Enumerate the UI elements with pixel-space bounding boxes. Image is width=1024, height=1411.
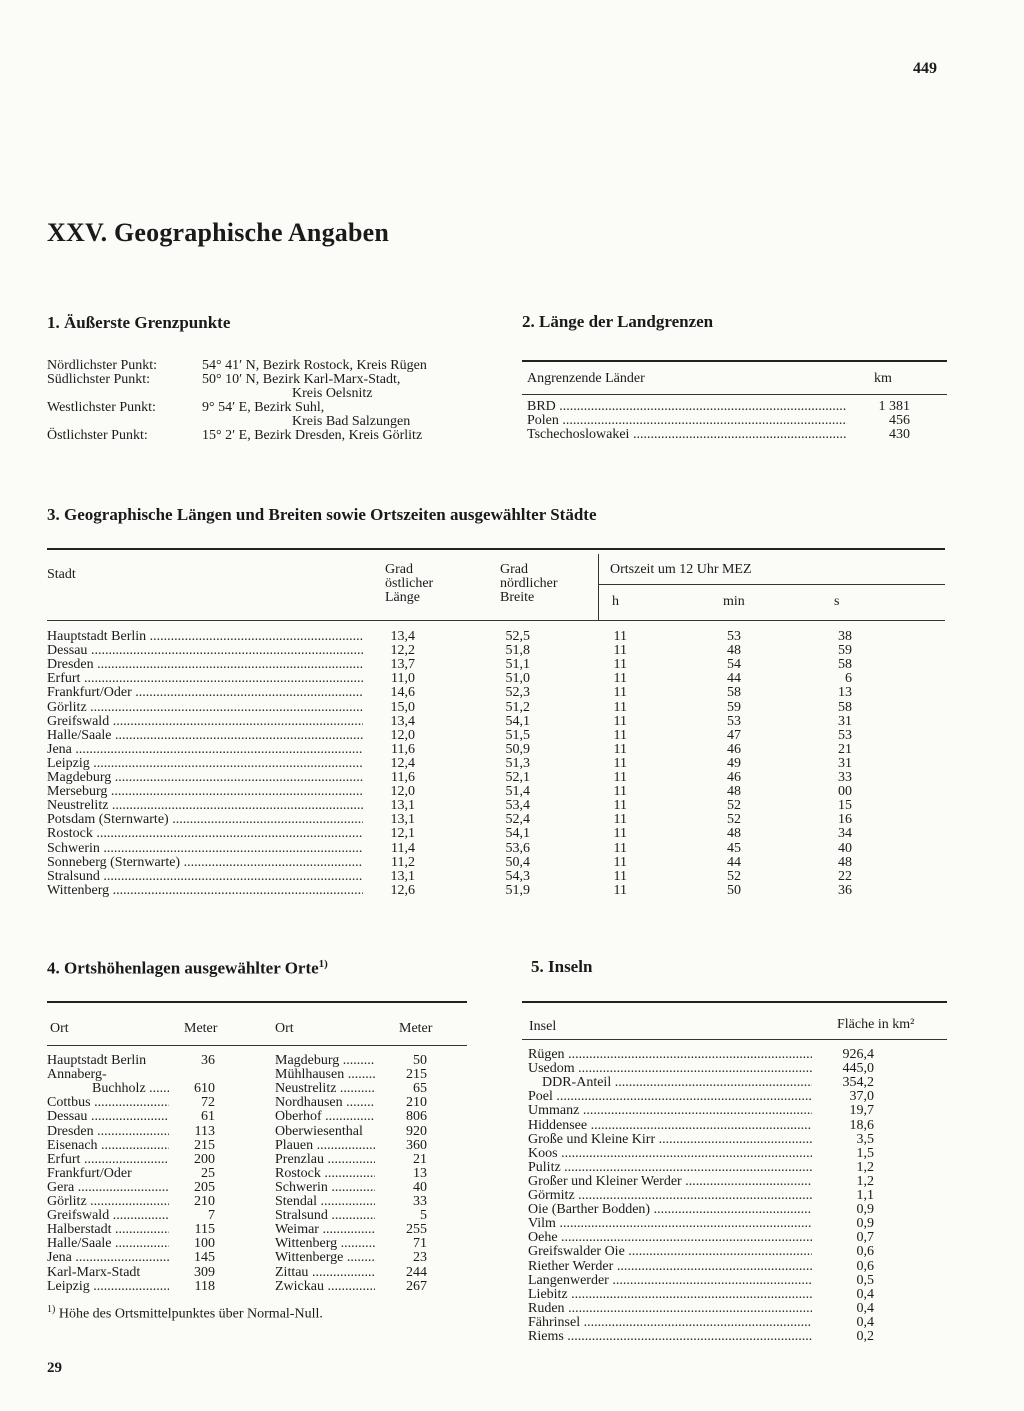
city-minute: 48: [727, 826, 741, 842]
city-latitude: 51,5: [505, 727, 530, 743]
country-km: 456: [889, 413, 910, 428]
city-second: 58: [838, 657, 852, 673]
city-longitude: 11,6: [391, 770, 415, 785]
city-name: Magdeburg .....: [47, 771, 363, 785]
city-hour: 11: [613, 812, 627, 828]
header-flaeche: Fläche in km²: [837, 1017, 915, 1032]
country-km: 430: [889, 427, 910, 442]
place-elevation: 5: [420, 1208, 427, 1224]
border-point-value: Kreis Oelsnitz: [292, 386, 373, 401]
place-name: Eisenach .....: [47, 1139, 169, 1153]
place-elevation: 200: [194, 1151, 215, 1167]
place-elevation: 13: [413, 1165, 427, 1181]
section5-title: 5. Inseln: [531, 957, 593, 976]
island-area: 3,5: [856, 1131, 874, 1147]
place-name: Wittenberg .....: [275, 1237, 375, 1251]
island-name: Langenwerder .....: [528, 1274, 812, 1288]
place-name: Buchholz .....: [92, 1082, 169, 1096]
header-ort-left: Ort: [50, 1021, 69, 1036]
place-elevation: 360: [406, 1137, 427, 1153]
place-name: Neustrelitz .....: [275, 1082, 375, 1096]
place-elevation: 210: [194, 1194, 215, 1209]
city-minute: 59: [727, 699, 741, 715]
city-hour: 11: [613, 657, 627, 673]
island-name: Rügen .....: [528, 1048, 812, 1062]
city-second: 21: [838, 741, 852, 757]
island-name: Görmitz .....: [528, 1189, 812, 1203]
city-minute: 52: [727, 798, 741, 814]
island-area: 0,4: [856, 1286, 874, 1302]
city-hour: 11: [613, 882, 627, 898]
city-longitude: 13,1: [390, 798, 415, 814]
city-second: 13: [838, 685, 852, 701]
place-elevation: 40: [413, 1179, 427, 1195]
island-area: 0,5: [856, 1272, 874, 1288]
place-name: Halberstadt .....: [47, 1223, 169, 1237]
city-hour: 11: [613, 629, 627, 644]
city-longitude: 13,1: [390, 812, 415, 828]
place-elevation: 610: [194, 1081, 215, 1097]
island-area: 1,1: [856, 1188, 874, 1203]
island-area: 0,7: [856, 1230, 874, 1246]
border-length-table: [522, 360, 947, 450]
island-name: Oie (Barther Bodden) .....: [528, 1203, 812, 1217]
city-name: Neustrelitz .....: [47, 799, 363, 813]
city-second: 16: [838, 812, 852, 828]
city-name: Dresden .....: [47, 658, 363, 672]
city-minute: 52: [727, 868, 741, 884]
chapter-title: XXV. Geographische Angaben: [47, 218, 390, 247]
border-point-value: 50° 10′ N, Bezirk Karl-Marx-Stadt,: [202, 372, 401, 387]
place-elevation: 255: [406, 1222, 427, 1238]
place-elevation: 145: [194, 1250, 215, 1266]
place-name: Wittenberge .....: [275, 1251, 375, 1265]
city-longitude: 13,7: [390, 657, 415, 673]
city-minute: 58: [727, 685, 741, 701]
island-name: Liebitz .....: [528, 1288, 812, 1302]
place-elevation: 267: [406, 1278, 427, 1294]
city-minute: 44: [727, 671, 741, 687]
islands-table: [522, 1001, 947, 1351]
island-area: 354,2: [842, 1075, 874, 1091]
city-hour: 11: [613, 685, 627, 701]
city-latitude: 51,1: [505, 657, 530, 673]
island-name: Poel .....: [528, 1090, 812, 1104]
border-point-value: Kreis Bad Salzungen: [292, 414, 411, 429]
city-latitude: 50,4: [505, 854, 530, 870]
island-area: 926,4: [842, 1047, 874, 1062]
island-area: 1,2: [856, 1173, 874, 1189]
city-longitude: 11,4: [391, 840, 415, 856]
footnote: $^{1)}$ Höhe des Ortsmittelpunktes über Normal-Null.: [47, 1304, 323, 1322]
place-elevation: 7: [208, 1208, 215, 1224]
place-name: Stendal .....: [275, 1195, 375, 1209]
island-name: Usedom .....: [528, 1062, 812, 1076]
header-rule: [47, 620, 945, 621]
city-second: 40: [838, 840, 852, 856]
place-name: Nordhausen .....: [275, 1096, 375, 1110]
elevations-table: [47, 1001, 467, 1301]
city-longitude: 12,0: [390, 727, 415, 743]
island-name: Pulitz .....: [528, 1161, 812, 1175]
header-km: km: [874, 371, 892, 386]
city-name: Potsdam (Sternwarte) .....: [47, 813, 363, 827]
city-name: Rostock .....: [47, 827, 363, 841]
section3-title: 3. Geographische Längen und Breiten sowie Ortszeiten ausgewählter Städte: [47, 505, 597, 524]
city-hour: 11: [613, 784, 627, 800]
island-name: Hiddensee .....: [528, 1119, 812, 1133]
place-elevation: 309: [194, 1264, 215, 1280]
place-name: Stralsund .....: [275, 1209, 375, 1223]
city-minute: 54: [727, 657, 741, 673]
city-hour: 11: [613, 826, 627, 842]
city-second: 00: [838, 784, 852, 800]
city-minute: 50: [727, 882, 741, 898]
place-name: Hauptstadt Berlin: [47, 1053, 147, 1068]
place-name: Halle/Saale .....: [47, 1237, 169, 1251]
place-elevation: 21: [413, 1151, 427, 1167]
country-name: Polen .....: [527, 414, 847, 428]
footnote-ref: 1): [318, 958, 328, 970]
footer-number: 29: [47, 1360, 62, 1376]
place-name: Plauen .....: [275, 1139, 375, 1153]
city-second: 6: [845, 671, 852, 687]
place-elevation: 205: [194, 1179, 215, 1195]
place-name: Erfurt .....: [47, 1153, 169, 1167]
border-point-label: Südlichster Punkt:: [47, 372, 151, 387]
header-laenge: Grad östlicher Länge: [385, 562, 434, 605]
island-area: 445,0: [842, 1061, 874, 1077]
border-point-value: 15° 2′ E, Bezirk Dresden, Kreis Görlitz: [202, 428, 423, 443]
place-name: Greifswald .....: [47, 1209, 169, 1223]
place-elevation: 215: [194, 1137, 215, 1153]
place-elevation: 113: [194, 1123, 215, 1139]
header-s: s: [834, 594, 840, 609]
island-area: 0,6: [856, 1244, 874, 1260]
island-area: 0,4: [856, 1300, 874, 1316]
place-name: Görlitz .....: [47, 1195, 169, 1209]
table-top-rule: [47, 1001, 467, 1003]
island-area: 1,2: [856, 1159, 874, 1175]
city-latitude: 53,6: [505, 840, 530, 856]
city-longitude: 12,1: [390, 826, 415, 842]
city-second: 31: [838, 755, 852, 771]
place-elevation: 65: [413, 1081, 427, 1097]
city-hour: 11: [613, 643, 627, 659]
border-point-label: Östlichster Punkt:: [47, 428, 148, 443]
place-name: Gera .....: [47, 1181, 169, 1195]
city-hour: 11: [613, 770, 627, 785]
place-elevation: 25: [201, 1165, 215, 1181]
ortszeit-rule: [598, 584, 945, 585]
place-name: Annaberg-: [47, 1067, 107, 1083]
place-name: Jena .....: [47, 1251, 169, 1265]
city-name: Leipzig .....: [47, 757, 363, 771]
border-points-block: [47, 358, 467, 448]
city-name: Görlitz .....: [47, 701, 363, 715]
city-latitude: 52,5: [505, 629, 530, 644]
city-longitude: 12,4: [390, 755, 415, 771]
city-minute: 47: [727, 727, 741, 743]
island-area: 19,7: [849, 1103, 874, 1119]
border-point-label: Nördlichster Punkt:: [47, 358, 158, 373]
border-point-value: 9° 54′ E, Bezirk Suhl,: [202, 400, 325, 415]
island-area: 0,2: [856, 1329, 874, 1344]
island-name: DDR-Anteil .....: [542, 1076, 812, 1090]
header-rule: [47, 1045, 467, 1046]
ortszeit-divider: [598, 554, 599, 620]
island-name: Greifswalder Oie .....: [528, 1245, 812, 1259]
city-minute: 46: [727, 770, 741, 785]
city-hour: 11: [613, 699, 627, 715]
city-hour: 11: [613, 868, 627, 884]
city-name: Greifswald .....: [47, 715, 363, 729]
city-name: Frankfurt/Oder .....: [47, 686, 363, 700]
city-longitude: 14,6: [390, 685, 415, 701]
city-latitude: 54,1: [505, 826, 530, 842]
city-minute: 45: [727, 840, 741, 856]
island-name: Große und Kleine Kirr .....: [528, 1133, 812, 1147]
place-name: Karl-Marx-Stadt: [47, 1264, 141, 1280]
city-latitude: 52,4: [505, 812, 530, 828]
city-name: Schwerin .....: [47, 842, 363, 856]
city-name: Halle/Saale .....: [47, 729, 363, 743]
place-name: Rostock .....: [275, 1167, 375, 1181]
city-longitude: 12,2: [390, 643, 415, 659]
table-top-rule: [522, 360, 947, 362]
header-rule: [522, 394, 947, 395]
island-name: Riether Werder .....: [528, 1260, 812, 1274]
city-second: 48: [838, 854, 852, 870]
page-number: 449: [913, 60, 937, 77]
island-area: 18,6: [849, 1117, 874, 1133]
section2-title: 2. Länge der Landgrenzen: [522, 312, 714, 331]
city-latitude: 50,9: [505, 741, 530, 757]
section1-title: 1. Äußerste Grenzpunkte: [47, 313, 231, 332]
city-minute: 52: [727, 812, 741, 828]
city-longitude: 13,1: [390, 868, 415, 884]
city-hour: 11: [613, 798, 627, 814]
city-second: 59: [838, 643, 852, 659]
city-latitude: 54,3: [505, 868, 530, 884]
header-insel: Insel: [529, 1019, 557, 1034]
place-name: Dessau .....: [47, 1110, 169, 1124]
place-elevation: 118: [194, 1278, 215, 1294]
header-countries: Angrenzende Länder: [527, 371, 645, 386]
place-elevation: 23: [413, 1250, 427, 1266]
place-name: Cottbus .....: [47, 1096, 169, 1110]
city-hour: 11: [613, 671, 627, 687]
place-elevation: 61: [201, 1109, 215, 1125]
place-name: Mühlhausen .....: [275, 1068, 375, 1082]
city-longitude: 13,4: [390, 629, 415, 644]
header-rule: [522, 1039, 947, 1040]
city-latitude: 51,4: [505, 784, 530, 800]
city-name: Hauptstadt Berlin .....: [47, 630, 363, 644]
city-longitude: 11,2: [391, 854, 415, 870]
city-minute: 53: [727, 629, 741, 644]
border-point-label: Westlichster Punkt:: [47, 400, 156, 415]
place-name: Prenzlau .....: [275, 1153, 375, 1167]
island-name: Fährinsel .....: [528, 1316, 812, 1330]
place-elevation: 72: [201, 1095, 215, 1111]
country-km: 1 381: [878, 399, 910, 414]
island-name: Riems .....: [528, 1330, 812, 1344]
place-elevation: 50: [413, 1053, 427, 1068]
city-name: Stralsund .....: [47, 870, 363, 884]
border-point-value: 54° 41′ N, Bezirk Rostock, Kreis Rügen: [202, 358, 427, 373]
place-name: Magdeburg .....: [275, 1054, 375, 1068]
island-name: Oehe .....: [528, 1231, 812, 1245]
place-name: Schwerin .....: [275, 1181, 375, 1195]
place-name: Zittau .....: [275, 1266, 375, 1280]
country-name: Tschechoslowakei .....: [527, 428, 847, 442]
city-longitude: 15,0: [390, 699, 415, 715]
place-elevation: 36: [201, 1053, 215, 1068]
city-name: Jena .....: [47, 743, 363, 757]
island-area: 37,0: [849, 1089, 874, 1105]
city-minute: 53: [727, 713, 741, 729]
city-hour: 11: [613, 713, 627, 729]
city-second: 53: [838, 727, 852, 743]
island-area: 0,9: [856, 1216, 874, 1232]
place-name: Leipzig .....: [47, 1280, 169, 1294]
place-elevation: 115: [194, 1222, 215, 1238]
place-name: Oberwiesenthal: [275, 1123, 363, 1139]
island-area: 0,6: [856, 1258, 874, 1274]
place-name: Oberhof .....: [275, 1110, 375, 1124]
city-second: 38: [838, 629, 852, 644]
header-breite: Grad nördlicher Breite: [500, 562, 558, 605]
place-elevation: 215: [406, 1067, 427, 1083]
header-min: min: [723, 594, 745, 609]
place-elevation: 210: [406, 1095, 427, 1111]
city-second: 34: [838, 826, 852, 842]
island-name: Vilm .....: [528, 1217, 812, 1231]
header-ortszeit: Ortszeit um 12 Uhr MEZ: [610, 562, 752, 577]
island-name: Koos .....: [528, 1147, 812, 1161]
island-area: 0,9: [856, 1202, 874, 1218]
city-latitude: 51,9: [505, 882, 530, 898]
city-second: 22: [838, 868, 852, 884]
city-longitude: 13,4: [390, 713, 415, 729]
city-latitude: 54,1: [505, 713, 530, 729]
city-minute: 49: [727, 755, 741, 771]
city-longitude: 12,6: [390, 882, 415, 898]
island-area: 0,4: [856, 1314, 874, 1330]
place-name: Zwickau .....: [275, 1280, 375, 1294]
city-latitude: 53,4: [505, 798, 530, 814]
place-elevation: 244: [406, 1264, 427, 1280]
header-meter-left: Meter: [184, 1021, 218, 1036]
header-stadt: Stadt: [47, 567, 76, 582]
footnote-mark: 1): [47, 1304, 56, 1315]
place-name: Weimar .....: [275, 1223, 375, 1237]
header-ort-right: Ort: [275, 1021, 294, 1036]
city-name: Dessau .....: [47, 644, 363, 658]
table-top-rule: [522, 1001, 947, 1003]
place-elevation: 100: [194, 1236, 215, 1252]
city-hour: 11: [613, 840, 627, 856]
cities-table: [47, 548, 945, 908]
place-elevation: 71: [413, 1236, 427, 1252]
city-hour: 11: [613, 741, 627, 757]
city-name: Merseburg .....: [47, 785, 363, 799]
city-latitude: 52,1: [505, 770, 530, 785]
city-longitude: 11,6: [391, 741, 415, 757]
city-second: 58: [838, 699, 852, 715]
city-latitude: 51,2: [505, 699, 530, 715]
header-meter-right: Meter: [399, 1021, 433, 1036]
city-name: Erfurt .....: [47, 672, 363, 686]
city-latitude: 51,0: [505, 671, 530, 687]
city-name: Sonneberg (Sternwarte) .....: [47, 856, 363, 870]
place-elevation: 806: [406, 1109, 427, 1125]
city-second: 31: [838, 713, 852, 729]
island-area: 1,5: [856, 1145, 874, 1161]
place-elevation: 920: [406, 1123, 427, 1139]
city-hour: 11: [613, 854, 627, 870]
country-name: BRD .....: [527, 400, 847, 414]
city-second: 33: [838, 770, 852, 785]
city-minute: 46: [727, 741, 741, 757]
city-minute: 48: [727, 784, 741, 800]
place-name: Frankfurt/Oder: [47, 1165, 132, 1181]
island-name: Ummanz .....: [528, 1104, 812, 1118]
city-latitude: 52,3: [505, 685, 530, 701]
island-name: Ruden .....: [528, 1302, 812, 1316]
city-minute: 48: [727, 643, 741, 659]
city-second: 36: [838, 882, 852, 898]
section4-title: 4. Ortshöhenlagen ausgewählter Orte$^{1)}$: [47, 958, 328, 978]
island-name: Großer und Kleiner Werder .....: [528, 1175, 812, 1189]
city-hour: 11: [613, 755, 627, 771]
city-name: Wittenberg .....: [47, 884, 363, 898]
city-latitude: 51,8: [505, 643, 530, 659]
city-latitude: 51,3: [505, 755, 530, 771]
city-hour: 11: [613, 727, 627, 743]
place-elevation: 33: [413, 1194, 427, 1209]
header-h: h: [612, 594, 619, 609]
table-top-rule: [47, 548, 945, 550]
city-minute: 44: [727, 854, 741, 870]
place-name: Dresden .....: [47, 1125, 169, 1139]
city-longitude: 11,0: [391, 671, 415, 687]
city-second: 15: [838, 798, 852, 814]
city-longitude: 12,0: [390, 784, 415, 800]
